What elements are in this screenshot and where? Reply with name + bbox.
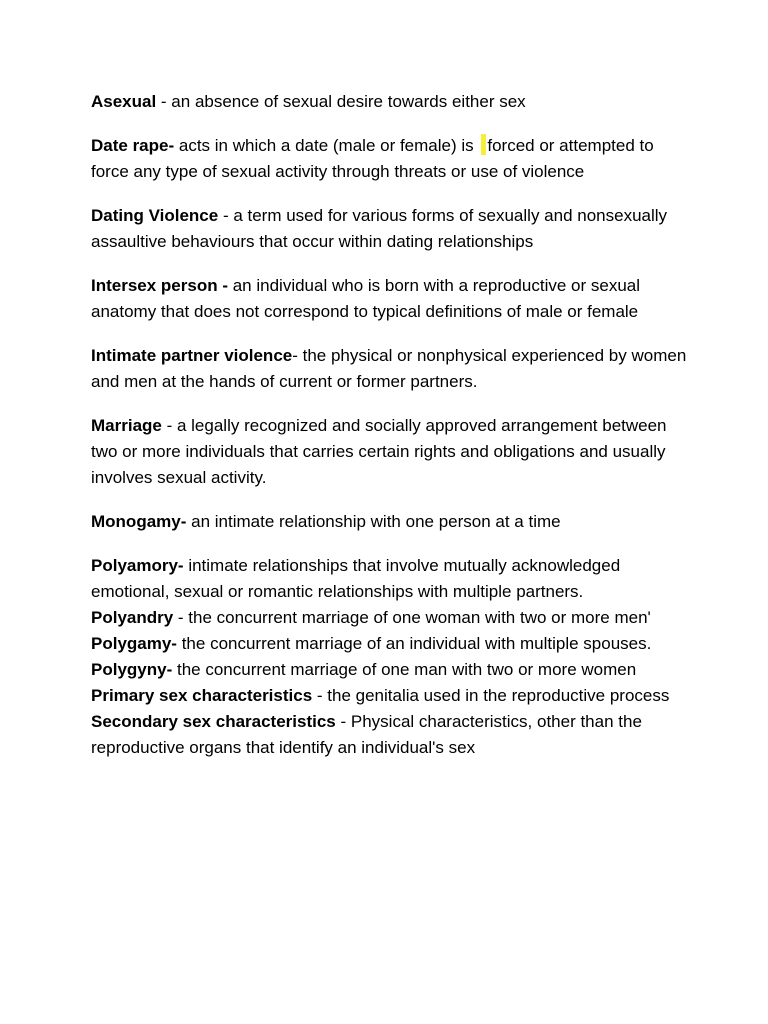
entry-intimate-partner-violence xyxy=(91,343,691,395)
term: Date rape- xyxy=(91,136,175,155)
term: Primary sex characteristics xyxy=(91,686,313,705)
glossary-page xyxy=(91,89,691,761)
entry-intersex-person xyxy=(91,273,691,325)
definition: intimate relationships that involve mutually acknowledged emotional, sexual or romantic relationships with multiple partners. xyxy=(91,556,621,601)
term: Polyamory- xyxy=(91,556,184,575)
term: Monogamy- xyxy=(91,512,187,531)
entry-dating-violence xyxy=(91,203,691,255)
definition: - the concurrent marriage of one woman with two or more men' xyxy=(173,608,651,627)
term: Polygyny- xyxy=(91,660,173,679)
entry-primary-sex-characteristics xyxy=(91,683,691,709)
definition: - an absence of sexual desire towards either sex xyxy=(156,92,526,111)
definition: - a legally recognized and socially approved arrangement between two or more individuals that carries certain rights and obligations and usually involves sexual activity. xyxy=(91,416,667,487)
definition: - a term used for various forms of sexually and nonsexually assaultive behaviours that occur within dating relationships xyxy=(91,206,668,251)
highlight-mark xyxy=(481,134,486,155)
term: Secondary sex characteristics xyxy=(91,712,336,731)
definition: the concurrent marriage of an individual with multiple spouses. xyxy=(176,634,652,653)
term: Polygamy- xyxy=(91,634,177,653)
definition: forced or attempted to force any type of sexual activity through threats or use of violence xyxy=(91,136,654,181)
definition: an intimate relationship with one person at a time xyxy=(186,512,561,531)
entry-secondary-sex-characteristics xyxy=(91,709,691,761)
entry-polyamory xyxy=(91,553,691,605)
definition: an individual who is born with a reproductive or sexual anatomy that does not correspond to typical definitions of male or female xyxy=(91,276,641,321)
term: Intersex person - xyxy=(91,276,228,295)
entry-date-rape xyxy=(91,133,691,185)
definition: - the physical or nonphysical experienced by women and men at the hands of current or former partners. xyxy=(91,346,687,391)
term: Marriage xyxy=(91,416,162,435)
term: Polyandry xyxy=(91,608,174,627)
entry-polygamy xyxy=(91,631,691,657)
term: Intimate partner violence xyxy=(91,346,293,365)
definition: the concurrent marriage of one man with two or more women xyxy=(172,660,637,679)
term: Dating Violence xyxy=(91,206,219,225)
entry-polyandry xyxy=(91,605,691,631)
term: Asexual xyxy=(91,92,157,111)
definition: - Physical characteristics, other than the reproductive organs that identify an individual's sex xyxy=(91,712,642,757)
entry-monogamy xyxy=(91,509,691,535)
entry-marriage xyxy=(91,413,691,491)
entry-asexual xyxy=(91,89,691,115)
entry-polygyny xyxy=(91,657,691,683)
definition: - the genitalia used in the reproductive process xyxy=(312,686,670,705)
definition-before-highlight: acts in which a date (male or female) is xyxy=(174,136,479,155)
